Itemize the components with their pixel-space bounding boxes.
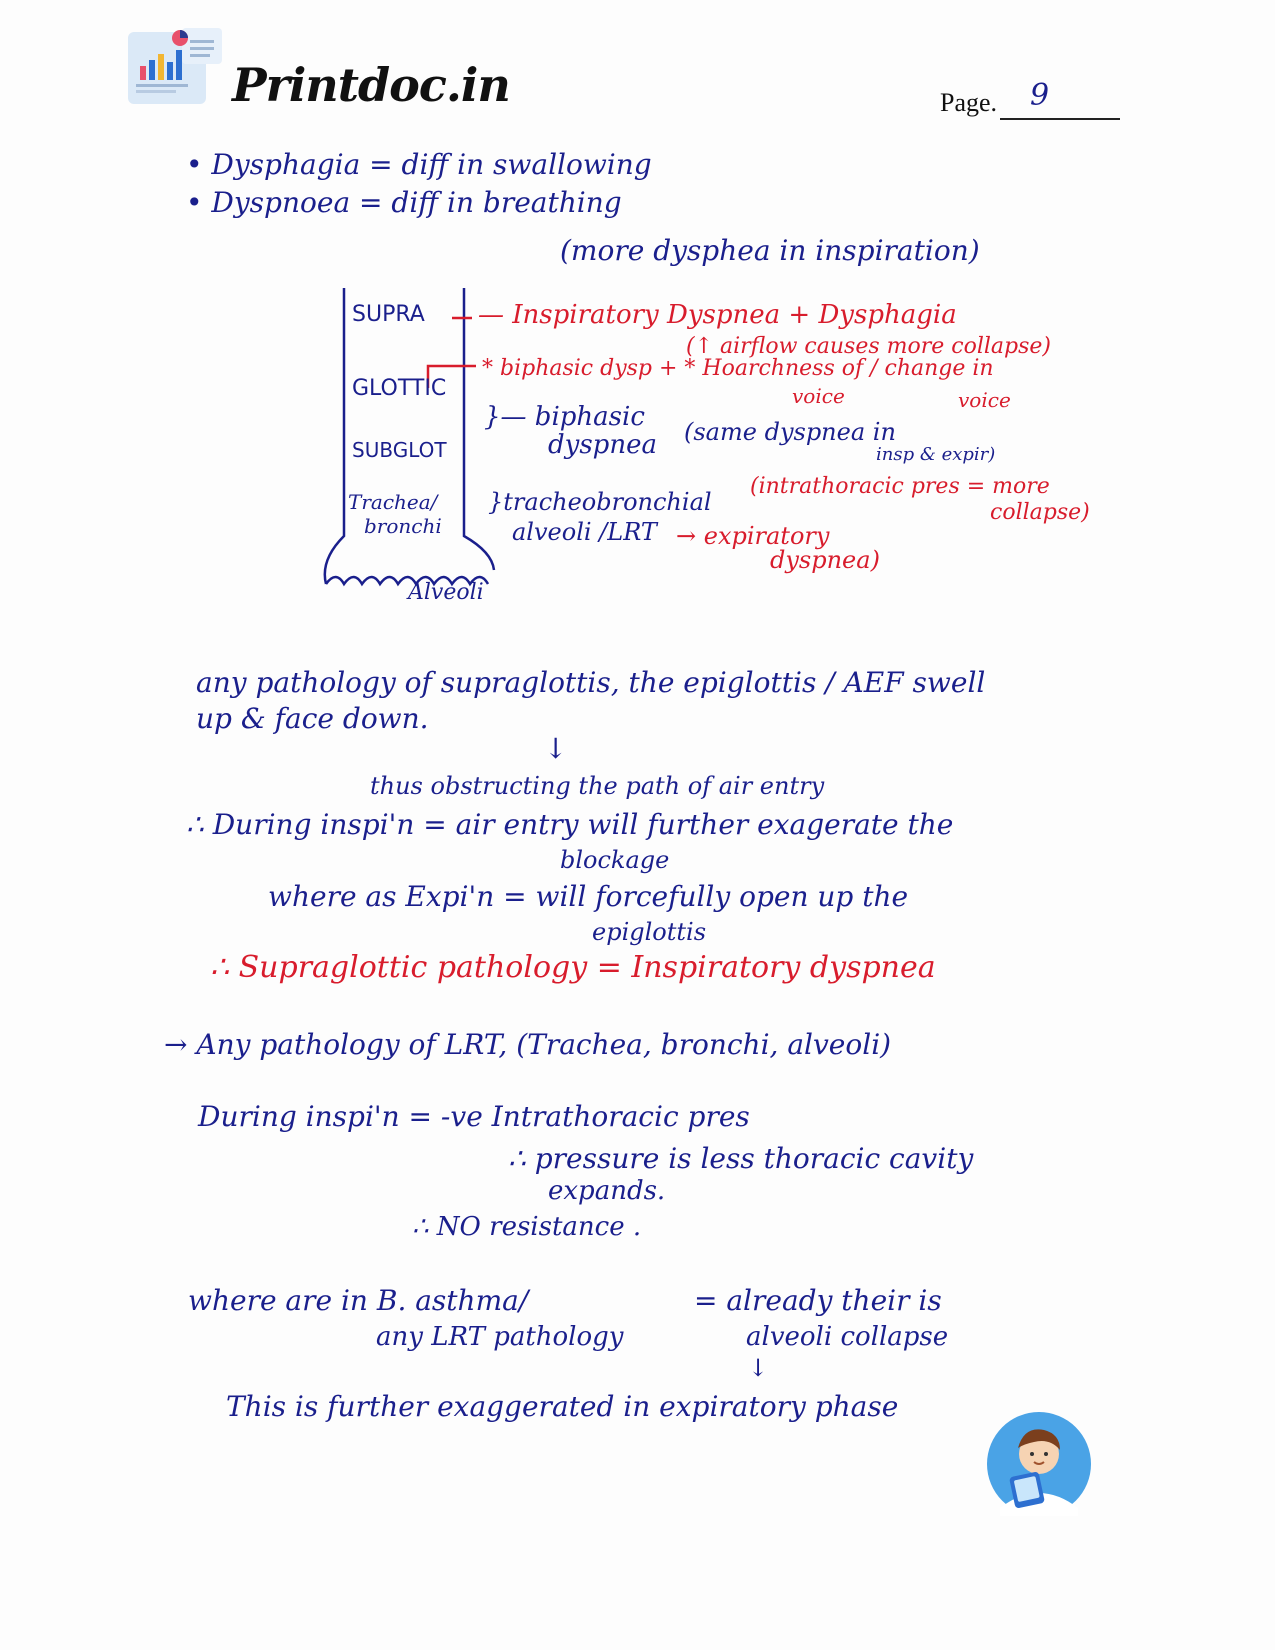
lrt-alveoli: alveoli /LRT xyxy=(512,518,657,546)
brand-name: Printdoc.in xyxy=(232,58,510,112)
para-pressure: ∴ pressure is less thoracic cavity xyxy=(508,1142,974,1175)
diagram-label-subglot: SUBGLOT xyxy=(352,438,447,462)
diagram-label-glottic: GLOTTIC xyxy=(352,376,447,401)
lrt-expiratory: → expiratory xyxy=(676,522,830,550)
note-line-inspiration: (more dysphea in inspiration) xyxy=(560,234,980,267)
para-supraglottis-1: any pathology of supraglottis, the epiglottis / AEF swell xyxy=(196,666,986,699)
para-any-lrt-pathology: any LRT pathology xyxy=(376,1322,624,1352)
para-epiglottis: epiglottis xyxy=(592,918,707,946)
glottic-voice-2: voice xyxy=(958,388,1011,412)
supra-note-airflow: (↑ airflow causes more collapse) xyxy=(686,334,1051,359)
para-during-inspiration: ∴ During inspi'n = air entry will further exagerate the xyxy=(186,808,954,841)
subglot-insp-exp: insp & expir) xyxy=(876,444,996,465)
note-line-dyspnoea: • Dyspnoea = diff in breathing xyxy=(186,186,622,219)
lrt-tracheobronchial: }tracheobronchial xyxy=(488,488,712,516)
subglot-biphasic: }— biphasic xyxy=(484,402,645,432)
para-already: = already their is xyxy=(694,1284,942,1317)
lrt-dyspnea: dyspnea) xyxy=(770,546,880,574)
para-any-lrt: → Any pathology of LRT, (Trachea, bronchi, alveoli) xyxy=(164,1028,892,1061)
note-line-dysphagia: • Dysphagia = diff in swallowing xyxy=(186,148,652,181)
subglot-same: (same dyspnea in xyxy=(684,418,896,446)
para-blockage: blockage xyxy=(560,846,670,874)
diagram-label-alveoli: Alveoli xyxy=(408,580,484,605)
page-label: Page. xyxy=(940,88,998,117)
diagram-label-supra: SUPRA xyxy=(352,302,425,327)
para-final: This is further exaggerated in expiratory phase xyxy=(226,1390,899,1423)
page-number: 9 xyxy=(1000,78,1120,120)
arrow-down-icon: ↓ xyxy=(544,732,568,765)
para-during-inspi: During inspi'n = -ve Intrathoracic pres xyxy=(198,1100,750,1133)
diagram-label-bronchi: bronchi xyxy=(364,514,442,538)
down-arrow-icon: ↓ xyxy=(748,1354,769,1382)
lrt-intrathoracic: (intrathoracic pres = more xyxy=(750,474,1050,499)
para-alveoli-collapse: alveoli collapse xyxy=(746,1322,949,1352)
para-no-resistance: ∴ NO resistance . xyxy=(412,1212,642,1242)
diagram-label-trachea: Trachea/ xyxy=(348,490,438,514)
glottic-voice-1: voice xyxy=(792,384,845,408)
lrt-collapse: collapse) xyxy=(990,500,1090,525)
para-supraglottis-2: up & face down. xyxy=(196,702,429,735)
para-thus: thus obstructing the path of air entry xyxy=(370,772,825,800)
para-whereas: where as Expi'n = will forcefully open up the xyxy=(268,880,909,913)
para-where-asthma: where are in B. asthma/ xyxy=(188,1284,529,1317)
para-expands: expands. xyxy=(548,1176,666,1206)
glottic-note: * biphasic dysp + * Hoarchness of / change in xyxy=(482,356,994,381)
doctor-avatar-icon xyxy=(978,1408,1100,1518)
subglot-dyspnea: dyspnea xyxy=(548,430,657,460)
supra-note: — Inspiratory Dyspnea + Dysphagia xyxy=(478,300,957,330)
conclusion-supraglottic: ∴ Supraglottic pathology = Inspiratory dyspnea xyxy=(210,950,936,985)
